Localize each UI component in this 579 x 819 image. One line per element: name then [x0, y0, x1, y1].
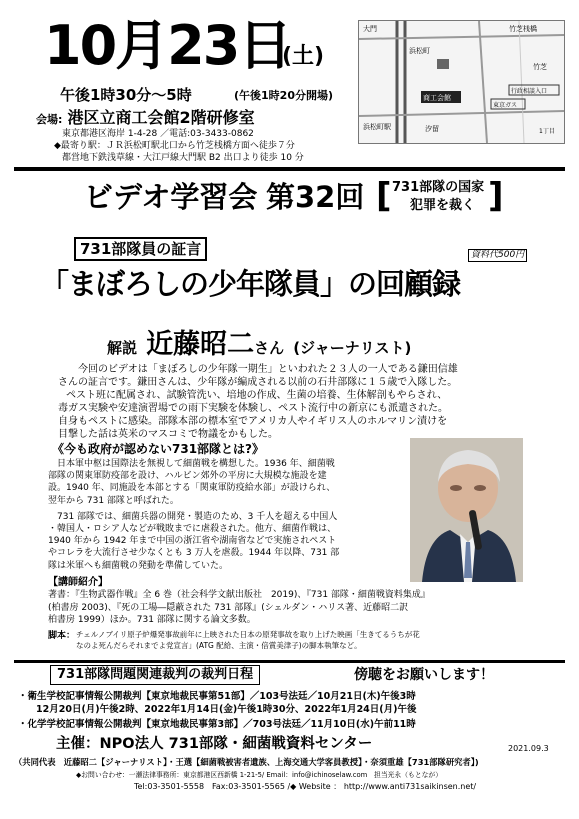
section-body: [48, 458, 410, 572]
section-line: ・韓国人・ロシア人などが戦敗までに虐殺された。他方、細菌作戦は、: [48, 524, 337, 535]
trial-line-1: ・衛生学校記事情報公開裁判【東京地裁民事第51部】／103号法廷／10月21日(木)午後3時: [18, 691, 416, 702]
lecturer-line: 柏書房 1999）ほか。731 部隊に関する論文多数。: [48, 615, 256, 625]
event-access-1: ◆最寄り駅：ＪＲ浜松町駅北口から竹芝桟橋方面へ徒歩７分: [54, 141, 295, 151]
video-title: 「まぼろしの少年隊員」の回顧録: [40, 267, 461, 301]
fee-badge: 資料代500円: [468, 249, 527, 262]
section-line: やコレラを大流行させ少なくとも 3 万人を虐殺。1944 年以降、731 部: [48, 548, 340, 559]
commentator-san: さん: [254, 339, 285, 357]
intro-line: 今回のビデオは「まぼろしの少年隊一期生」といわれた２３人の一人である鎌田信雄: [78, 364, 458, 375]
lecturer-heading: 【講師紹介】: [48, 577, 108, 588]
commentator-name: 近藤昭二: [146, 329, 255, 360]
intro-line: 自身もペストに感染。部隊本部の標本室でアメリカ人やイギリス人のホルマリン漬けを: [58, 416, 448, 427]
section-line: 731 部隊では、細菌兵器の開発・製造のため、3 千人を超える中国人: [57, 511, 338, 522]
event-date: 10月23日: [44, 14, 291, 77]
svg-text:竹芝: 竹芝: [533, 63, 547, 71]
banner-subtitle-1: 731部隊の国家: [392, 180, 485, 195]
map-graphic: [359, 21, 564, 143]
commentator-photo: [410, 438, 523, 582]
commentator-line: [107, 322, 411, 361]
svg-text:1丁目: 1丁目: [539, 128, 555, 135]
photo-graphic: [410, 438, 523, 582]
section-line: 1940 年から 1942 年まで中国の浙江省や湖南省などで実施されペスト: [48, 536, 337, 547]
trial-appeal: 傍聴をお願いします！: [354, 667, 494, 683]
trial-rule: [14, 660, 565, 663]
intro-line: さんの証言です。鎌田さんは、少年隊が編成される以前の石井部隊に１５歳で入隊した。: [58, 377, 458, 388]
header-rule: [14, 167, 565, 171]
banner-subtitle-2: 犯罪を裁く: [410, 198, 476, 213]
event-open-time: (午後1時20分開場): [234, 89, 334, 102]
lecturer-line: 著書：『生物武器作戦』全 6 巻（社会科学文献出版社 2019)、『731 部隊・細菌戦資料集成』: [48, 590, 430, 600]
section-heading: 《今も政府が認めない731部隊とは?》: [52, 442, 265, 456]
venue-map: [358, 20, 565, 144]
svg-text:汐留: 汐留: [425, 125, 439, 133]
commentary-label: 解説: [107, 339, 138, 357]
lecturer-body: [48, 589, 548, 627]
svg-text:竹芝桟橋: 竹芝桟橋: [509, 25, 537, 33]
intro-line: ペスト班に配属され、試験管洗い、培地の作成、生菌の培養、生体解剖もやらされ、: [66, 390, 448, 401]
venue-label: 会場:: [36, 113, 63, 126]
event-access-2: 都営地下鉄浅草線・大江戸線大門駅 B2 出口より徒歩 10 分: [62, 153, 304, 163]
footer-cosponsors: （共同代表 近藤昭二【ジャーナリスト】・王選【細菌戦被害者遺族、上海交通大学客員教授】・奈須重雄【731部隊研究者】): [14, 757, 479, 767]
banner-number: 第32回: [266, 180, 365, 214]
footer-date: 2021.09.3: [508, 744, 549, 753]
venue-name: 港区立商工会館2階研修室: [67, 108, 255, 127]
svg-text:商工会館: 商工会館: [423, 94, 451, 102]
footer-contact: ◆お問い合わせ：一瀬法律事務所：東京都港区西新橋 1-21-5/ Email：info@ichinoselaw.com 担当光永（もとなが）: [76, 771, 443, 779]
footer-tel: Tel:03-3501-5558 Fax:03-3501-5565 /◆ Website ： http://www.anti731saikinsen.net/: [134, 782, 477, 791]
footer-organizer: 主催：NPO法人 731部隊・細菌戦資料センター: [56, 736, 373, 752]
script-line: チェルノブイリ原子炉爆発事故前年に上映された日本の原発事故を取り上げた映画「生きてるうちが花: [76, 630, 420, 639]
section-line: 翌年から 731 部隊と呼ばれた。: [48, 495, 179, 506]
svg-text:東京ガス: 東京ガス: [493, 102, 518, 109]
svg-text:浜松町: 浜松町: [409, 47, 430, 55]
trial-line-2: 12月20日(月)午後2時、2022年1月14日(金)午後1時30分、2022年1月24日(月)午後: [36, 704, 417, 715]
intro-line: 目撃した話は英米のマスコミで物議をかもした。: [58, 429, 278, 440]
event-address: 東京都港区海岸 1-4-28 ／電話:03-3433-0862: [62, 129, 254, 139]
lecturer-line: (柏書房 2003)、『死の工場―隠蔽された 731 部隊』(シェルダン・ハリス著、近藤昭二訳: [48, 602, 409, 613]
commentator-role: (ジャーナリスト): [293, 339, 412, 357]
section-line: 隊は米軍へも細菌戦の発動を準備していた。: [48, 560, 229, 571]
trial-box-title: 731部隊問題関連裁判の裁判日程: [50, 665, 260, 685]
event-venue: [36, 105, 255, 128]
banner-bracket-left: [: [376, 176, 392, 216]
section-line: 設。1940 年、同施設を本部とする「関東軍防疫給水部」が設けられ、: [48, 483, 336, 494]
section-line: 部隊の関東軍防疫部を設け、ハルビン郊外の平房に大規模な施設を建: [48, 471, 327, 482]
intro-line: 毒ガス実験や安達演習場での雨下実験を体験し、ペスト流行中の新京にも派遣された。: [58, 403, 448, 414]
banner-title: ビデオ学習会: [84, 180, 258, 214]
script-line: なのよ死んだらそれまでよ党宣言」(ATG 配給、主演・倍賞美津子)の脚本執筆など。: [76, 641, 362, 650]
svg-text:行政相談入口: 行政相談入口: [511, 88, 548, 95]
script-label: 脚本：: [48, 631, 76, 641]
section-line: 日本軍中枢は国際法を無視して細菌戦を構想した。1936 年、細菌戦: [57, 459, 335, 469]
intro-paragraph: [58, 363, 538, 441]
banner-bracket-right: ]: [488, 176, 504, 216]
map-label: 大門: [363, 25, 377, 33]
video-tag: 731部隊員の証言: [74, 237, 207, 261]
event-weekday: (土): [282, 44, 325, 69]
trial-line-3: ・化学学校記事情報公開裁判【東京地裁民事第3部】／703号法廷／11月10日(水)午前11時: [18, 719, 416, 730]
event-time: 午後1時30分～5時: [60, 86, 192, 104]
svg-text:浜松町駅: 浜松町駅: [363, 123, 391, 131]
